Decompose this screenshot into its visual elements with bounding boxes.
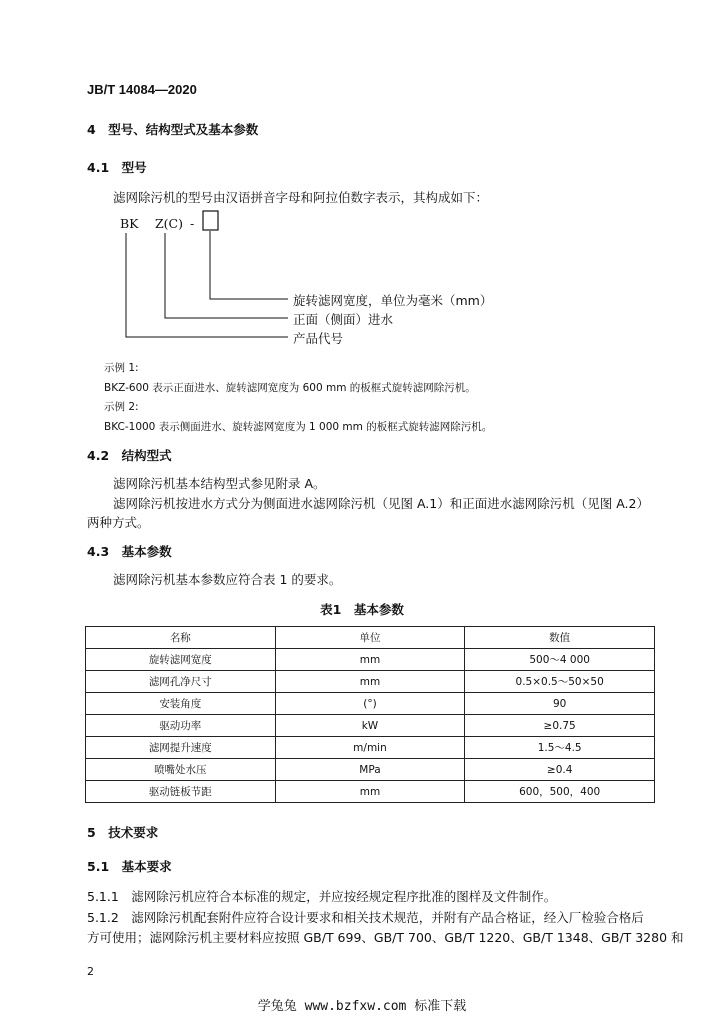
table-cell: m/min [275,737,465,759]
section-5-heading: 5 技术要求 [87,825,159,840]
leader-line-product [126,233,288,337]
table-row [86,649,655,671]
table-row [86,693,655,715]
clause-5-1-1: 5.1.1 滤网除污机应符合本标准的规定，并应按经规定程序批准的图样及文件制作。 [87,889,557,904]
clause-5-1-2-cont: 方可使用；滤网除污机主要材料应按照 GB/T 699、GB/T 700、GB/T 1220、GB/T 1348、GB/T 3280 和 [87,930,684,945]
table-cell: kW [275,715,465,737]
clause-5-1-2: 5.1.2 滤网除污机配套附件应符合设计要求和相关技术规范，并附有产品合格证，经入厂检验合格后 [87,910,644,925]
page-number: 2 [87,965,94,978]
table-cell: 滤网孔净尺寸 [86,671,276,693]
section-4-1-heading: 4.1 型号 [87,160,147,175]
label-inlet-type: 正面（侧面）进水 [293,312,394,327]
params-paragraph: 滤网除污机基本参数应符合表 1 的要求。 [113,572,342,587]
section-5-1-heading: 5.1 基本要求 [87,859,172,874]
leader-line-inlet [165,233,288,318]
label-screen-width: 旋转滤网宽度，单位为毫米（mm） [293,293,493,308]
example-2-label: 示例 2: [104,401,139,413]
code-dash: - [190,216,195,231]
example-2-text: BKC-1000 表示侧面进水、旋转滤网宽度为 1 000 mm 的板框式旋转滤网除污机。 [104,421,493,433]
table-cell: 0.5×0.5～50×50 [465,671,655,693]
section-4-2-heading: 4.2 结构型式 [87,448,172,463]
table-row [86,671,655,693]
example-1-text: BKZ-600 表示正面进水、旋转滤网宽度为 600 mm 的板框式旋转滤网除污机。 [104,382,476,394]
table-row [86,715,655,737]
table-cell: mm [275,671,465,693]
section-4-heading: 4 型号、结构型式及基本参数 [87,122,259,137]
table-header-cell: 单位 [275,627,465,649]
label-product-code: 产品代号 [293,331,344,346]
table-cell: 驱动链板节距 [86,781,276,803]
basic-parameters-table [85,626,655,803]
table-cell: 滤网提升速度 [86,737,276,759]
table-row [86,781,655,803]
table-cell: mm [275,649,465,671]
table-cell: 旋转滤网宽度 [86,649,276,671]
table-cell: MPa [275,759,465,781]
table-header-cell: 名称 [86,627,276,649]
table-row [86,759,655,781]
structure-paragraph-2: 滤网除污机按进水方式分为侧面进水滤网除污机（见图 A.1）和正面进水滤网除污机（见图 A.2） [113,496,649,511]
table-cell: 喷嘴处水压 [86,759,276,781]
structure-paragraph-1: 滤网除污机基本结构型式参见附录 A。 [113,476,326,491]
table-cell: (°) [275,693,465,715]
table-cell: 1.5～4.5 [465,737,655,759]
example-1-label: 示例 1: [104,362,139,374]
table-cell: ≥0.4 [465,759,655,781]
table-cell: 500～4 000 [465,649,655,671]
table-cell: 安装角度 [86,693,276,715]
code-zc: Z(C) [155,216,184,231]
table-cell: 600，500，400 [465,781,655,803]
table-1-caption: 表1 基本参数 [320,602,404,617]
standard-number: JB/T 14084—2020 [87,82,197,97]
footer-watermark: 学兔兔 www.bzfxw.com 标准下载 [257,999,467,1014]
leader-line-width [210,231,288,299]
table-row [86,737,655,759]
table-cell: ≥0.75 [465,715,655,737]
code-placeholder-box [203,211,218,230]
table-cell: mm [275,781,465,803]
section-4-3-heading: 4.3 基本参数 [87,544,172,559]
table-cell: 驱动功率 [86,715,276,737]
table-cell: 90 [465,693,655,715]
code-bk: BK [120,216,139,231]
structure-paragraph-2-cont: 两种方式。 [87,515,150,530]
model-intro-text: 滤网除污机的型号由汉语拼音字母和阿拉伯数字表示，其构成如下： [113,190,489,205]
table-header-cell: 数值 [465,627,655,649]
table-header-row [86,627,655,649]
